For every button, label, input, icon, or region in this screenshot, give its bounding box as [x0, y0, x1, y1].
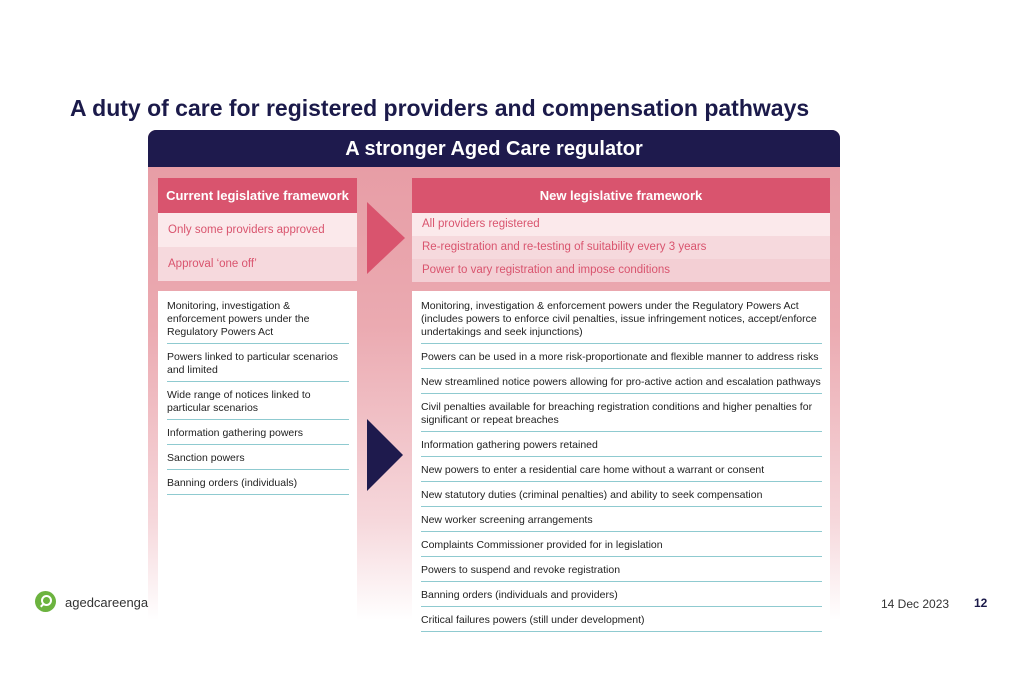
- current-framework-header: Current legislative framework: [158, 178, 357, 213]
- list-item: Banning orders (individuals): [167, 474, 349, 495]
- search-logo-icon: [35, 591, 56, 612]
- pink-arrow-icon: [367, 202, 405, 274]
- current-powers-list: [158, 291, 357, 621]
- current-registration-item: Only some providers approved: [158, 213, 357, 247]
- list-item: Powers linked to particular scenarios and limited: [167, 348, 349, 382]
- list-item: Powers can be used in a more risk-proportionate and flexible manner to address risks: [421, 348, 822, 369]
- list-item: Information gathering powers: [167, 424, 349, 445]
- page-number: 12: [974, 596, 988, 610]
- new-registration-item: Power to vary registration and impose conditions: [412, 259, 830, 282]
- list-item: New powers to enter a residential care home without a warrant or consent: [421, 461, 822, 482]
- navy-arrow-icon: [367, 419, 403, 491]
- list-item: New worker screening arrangements: [421, 511, 822, 532]
- list-item: Complaints Commissioner provided for in legislation: [421, 536, 822, 557]
- list-item: Information gathering powers retained: [421, 436, 822, 457]
- list-item: New streamlined notice powers allowing for pro-active action and escalation pathways: [421, 373, 822, 394]
- list-item: Civil penalties available for breaching registration conditions and higher penalties for significant or repeat breaches: [421, 398, 822, 432]
- current-registration-item: Approval ‘one off’: [158, 247, 357, 281]
- list-item: Wide range of notices linked to particular scenarios: [167, 386, 349, 420]
- list-item: Powers to suspend and revoke registration: [421, 561, 822, 582]
- list-item: Monitoring, investigation & enforcement powers under the Regulatory Powers Act: [167, 297, 349, 344]
- infographic-banner: A stronger Aged Care regulator: [148, 130, 840, 167]
- slide-title: A duty of care for registered providers and compensation pathways: [70, 95, 810, 121]
- list-item: Banning orders (individuals and providers): [421, 586, 822, 607]
- new-powers-list: [412, 291, 830, 626]
- list-item: Critical failures powers (still under development): [421, 611, 822, 632]
- list-item: Monitoring, investigation & enforcement powers under the Regulatory Powers Act (includes powers to enforce civil penalties, issue infringement notices, accept/enforce undertakings and seek injunctions): [421, 297, 822, 344]
- regulator-infographic: [148, 130, 840, 626]
- list-item: Sanction powers: [167, 449, 349, 470]
- footer-url: agedcareenga: [65, 595, 149, 610]
- new-framework-header: New legislative framework: [412, 178, 830, 213]
- footer-date: 14 Dec 2023: [881, 597, 950, 611]
- new-registration-item: Re-registration and re-testing of suitability every 3 years: [412, 236, 830, 259]
- list-item: New statutory duties (criminal penalties) and ability to seek compensation: [421, 486, 822, 507]
- new-registration-item: All providers registered: [412, 213, 830, 236]
